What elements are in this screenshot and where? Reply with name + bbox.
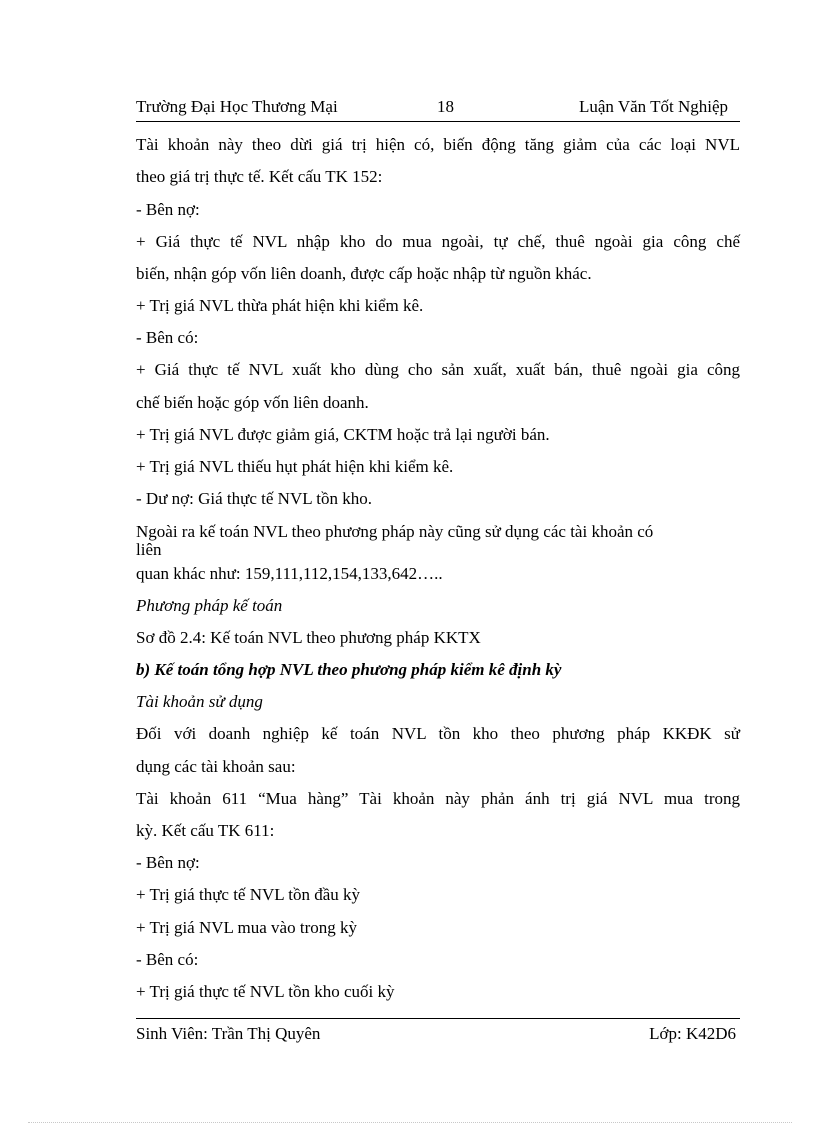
- paragraph-line: Ngoài ra kế toán NVL theo phương pháp này cũng sử dụng các tài khoản có: [136, 522, 654, 541]
- paragraph-line: liên: [136, 540, 162, 559]
- list-heading: - Bên có:: [136, 950, 199, 969]
- diagram-caption: Sơ đồ 2.4: Kế toán NVL theo phương pháp KKTX: [136, 628, 481, 647]
- footer-class: Lớp: K42D6: [649, 1024, 736, 1043]
- list-item: + Trị giá NVL thiếu hụt phát hiện khi kiểm kê.: [136, 457, 454, 476]
- paragraph-line: Tài khoản này theo dừi giá trị hiện có, biến động tăng giảm của các loại NVL: [136, 135, 740, 154]
- list-item: + Trị giá thực tế NVL tồn đầu kỳ: [136, 885, 361, 904]
- paragraph-line: Đối với doanh nghiệp kế toán NVL tồn kho theo phương pháp KKĐK sử: [136, 724, 740, 743]
- section-subheading: Tài khoản sử dụng: [136, 692, 263, 711]
- paragraph-line: theo giá trị thực tế. Kết cấu TK 152:: [136, 167, 383, 186]
- paragraph-line: kỳ. Kết cấu TK 611:: [136, 821, 275, 840]
- header-school: Trường Đại Học Thương Mại: [136, 97, 338, 116]
- section-subheading: Phương pháp kế toán: [136, 596, 283, 615]
- list-item-continued: biến, nhận góp vốn liên doanh, được cấp hoặc nhập từ nguồn khác.: [136, 264, 592, 283]
- paragraph-line: Tài khoản 611 “Mua hàng” Tài khoản này phản ánh trị giá NVL mua trong: [136, 789, 740, 808]
- paragraph-line: quan khác như: 159,111,112,154,133,642…..: [136, 564, 443, 583]
- footer-student: Sinh Viên: Trần Thị Quyên: [136, 1024, 321, 1043]
- list-item: - Dư nợ: Giá thực tế NVL tồn kho.: [136, 489, 372, 508]
- section-heading: b) Kế toán tổng hợp NVL theo phương pháp kiểm kê định kỳ: [136, 660, 562, 679]
- page-footer: [136, 1018, 740, 1045]
- header-doc-type: Luận Văn Tốt Nghiệp: [578, 97, 728, 116]
- list-item: + Trị giá thực tế NVL tồn kho cuối kỳ: [136, 982, 395, 1001]
- list-item: + Giá thực tế NVL xuất kho dùng cho sản xuất, xuất bán, thuê ngoài gia công: [136, 360, 740, 379]
- list-heading: - Bên nợ:: [136, 853, 200, 872]
- list-item: + Giá thực tế NVL nhập kho do mua ngoài, tự chế, thuê ngoài gia công chế: [136, 232, 740, 251]
- list-item: + Trị giá NVL thừa phát hiện khi kiểm kê.: [136, 296, 424, 315]
- paragraph-line: dụng các tài khoản sau:: [136, 757, 296, 776]
- header-page-number: 18: [437, 97, 454, 116]
- list-heading: - Bên nợ:: [136, 200, 200, 219]
- list-item: + Trị giá NVL được giảm giá, CKTM hoặc trả lại người bán.: [136, 425, 550, 444]
- list-item-continued: chế biến hoặc góp vốn liên doanh.: [136, 393, 369, 412]
- page-header: [136, 97, 740, 122]
- list-heading: - Bên có:: [136, 328, 199, 347]
- list-item: + Trị giá NVL mua vào trong kỳ: [136, 918, 357, 937]
